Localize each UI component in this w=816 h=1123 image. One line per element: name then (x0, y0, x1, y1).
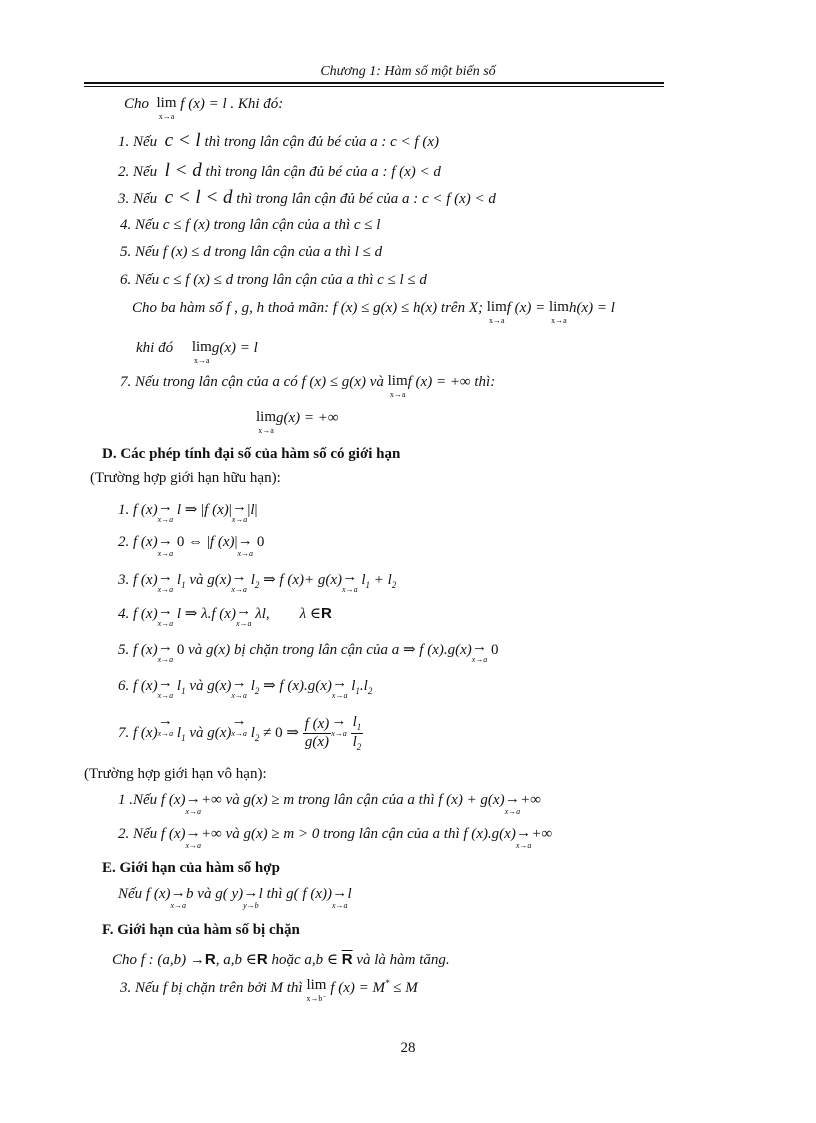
property-4: 4. Nếu c ≤ f (x) trong lân cận của a thì c ≤ l (120, 217, 381, 233)
rule-d4: 4. f (x)→ x→a l ⇒ λ.f (x)→ x→a λl, λ ∈R (118, 603, 332, 628)
composite-limit-rule: Nếu f (x)→ x→a b và g( y)→ y→b l thì g( f (x))→ x→a l (118, 885, 352, 910)
header-rule-thin (84, 86, 664, 87)
bounded-rule-3: 3. Nếu f bị chặn trên bởi M thì lim x→b⁻ f (x) = M* ≤ M (120, 977, 418, 1003)
finite-case-label: (Trường hợp giới hạn hữu hạn): (90, 470, 281, 486)
bounded-function-def: Cho f : (a,b) →R, a,b ∈R hoặc a,b ∈ $\overline{R}$ và là hàm tăng. (112, 951, 450, 968)
property-5: 5. Nếu f (x) ≤ d trong lân cận của a thì l ≤ d (120, 244, 383, 260)
property-1: 1. Nếu c < l thì trong lân cận đủ bé của a : c < f (x) (118, 130, 439, 151)
rule-d6: 6. f (x)→ x→a $l_1$ và g(x)→ x→a $l_2$ ⇒ f (x).g(x)→ x→a $l_1.l_2$ (118, 675, 373, 700)
property-3: 3. Nếu c < l < d thì trong lân cận đủ bé của a : c < f (x) < d (118, 187, 496, 208)
chapter-header: Chương 1: Hàm số một biến số (320, 64, 496, 79)
rule-d5: 5. f (x)→ x→a 0 và g(x) bị chặn trong lân cận của a ⇒ f (x).g(x)→ x→a 0 (118, 639, 499, 664)
rule-d7: 7. f (x)→ x→a $l_1$ và g(x)→ x→a $l_2 \ne 0$ ⇒ $\frac{f (x)}{g(x)}$ → x→a $\frac{l_1}{l_2}$ (118, 713, 362, 752)
rule-d3: 3. f (x)→ x→a $l_1$ và g(x)→ x→a $l_2$ ⇒ f (x)+ g(x)→ x→a $l_1 + l_2$ (118, 569, 397, 594)
squeeze-theorem: Cho ba hàm số f , g, h thoả mãn: f (x) ≤ g(x) ≤ h(x) trên X; lim x→a f (x) = lim x→a h(x) = l (132, 299, 615, 325)
property-7: 7. Nếu trong lân cận của a có f (x) ≤ g(x) và lim x→a f (x) = +∞ thì: (120, 373, 496, 399)
rule-inf-2: 2. Nếu f (x)→ x→a +∞ và g(x) ≥ m > 0 trong lân cận của a thì f (x).g(x)→ x→a +∞ (118, 825, 553, 850)
rule-inf-1: 1 .Nếu f (x)→ x→a +∞ và g(x) ≥ m trong lân cận của a thì f (x) + g(x)→ x→a +∞ (118, 791, 541, 816)
property-7-result: lim x→a g(x) = +∞ (256, 409, 339, 435)
infinite-case-label: (Trường hợp giới hạn vô hạn): (84, 766, 267, 782)
section-e-heading: E. Giới hạn của hàm số hợp (102, 860, 280, 876)
property-6: 6. Nếu c ≤ f (x) ≤ d trong lân cận của a thì c ≤ l ≤ d (120, 272, 427, 288)
section-f-heading: F. Giới hạn của hàm số bị chặn (102, 922, 300, 938)
header-rule (84, 82, 664, 84)
rule-d1: 1. f (x)→ x→a l ⇒ |f (x)|→ x→a |l| (118, 499, 258, 524)
section-d-heading: D. Các phép tính đại số của hàm số có giới hạn (102, 446, 401, 462)
squeeze-conclusion: khi đó lim x→a g(x) = l (136, 339, 258, 365)
intro-line: Cho lim x→a f (x) = l . Khi đó: (124, 95, 284, 121)
rule-d2: 2. f (x)→ x→a 0 ⇔ |f (x)|→ x→a 0 (118, 533, 265, 558)
page-number: 28 (400, 1040, 416, 1056)
property-2: 2. Nếu l < d thì trong lân cận đủ bé của a : f (x) < d (118, 160, 441, 181)
